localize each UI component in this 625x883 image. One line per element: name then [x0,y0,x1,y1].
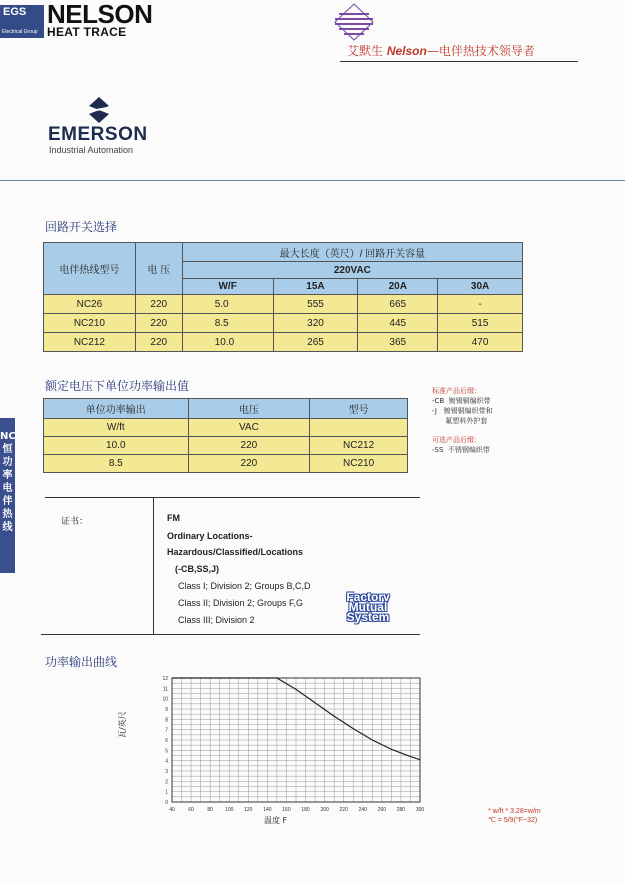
y-tick-label: 1 [165,789,168,796]
table-cell: 5.0 [182,295,273,314]
x-tick-label: 260 [377,807,387,813]
table-row [44,455,408,473]
breaker-subheader: 15A [273,279,358,295]
curve-notes [488,807,541,825]
emerson-emblem-icon [88,97,110,123]
table-cell: 665 [358,295,438,314]
nelson-emblem-icon [333,3,375,41]
table-header-row [44,399,408,419]
x-tick-label: 280 [396,807,406,813]
table-cell: 555 [273,295,358,314]
power-table [43,398,408,473]
x-tick-label: 120 [244,807,253,813]
curve-note-line: ℃ = 5/9(°F−32) [488,817,538,824]
x-tick-label: 160 [282,807,291,813]
table-cell: 8.5 [182,314,273,333]
slogan-prefix: 艾默生 [347,44,387,58]
power-curve-chart [155,672,430,822]
side-tab-char: 恒 [2,444,13,455]
table-row [44,295,523,314]
x-tick-label: 220 [339,807,348,813]
fm-logo-line: Mutual [348,600,388,614]
table-cell: VAC [188,419,310,437]
table-cell: NC210 [44,314,136,333]
x-tick-label: 300 [415,807,425,813]
curve-x-label: 温度 F [264,816,288,825]
standard-suffix-title: 标准产品后缀： [432,387,481,395]
curve-y-label: 瓦/英尺 [118,711,127,738]
table-cell: 265 [273,333,358,352]
standard-suffix-item: 氟塑料外护套 [432,417,488,425]
x-tick-label: 180 [301,807,310,813]
table-header-cell: 型号 [310,399,408,419]
x-tick-label: 100 [225,807,234,813]
power-section-title: 额定电压下单位功率输出值 [45,379,190,393]
side-tab-char: NC [0,431,16,442]
x-tick-label: 200 [320,807,329,813]
y-tick-label: 12 [162,676,168,682]
optional-suffix-title: 可选产品后缀： [432,436,481,444]
table-cell: NC212 [44,333,136,352]
y-tick-label: 6 [165,738,168,744]
cert-line: Class III; Division 2 [178,615,255,625]
header-divider [340,61,578,62]
side-tab-char: 功 [2,457,13,468]
side-tab-char: 热 [2,509,13,520]
fm-logo-line: System [346,610,390,624]
table-cell: 320 [273,314,358,333]
table-row [44,437,408,455]
y-tick-label: 0 [165,800,168,806]
y-tick-label: 2 [165,779,168,786]
table-cell: NC212 [310,437,408,455]
y-tick-label: 11 [162,686,168,693]
breaker-header-model: 电伴热线型号 [44,243,136,295]
y-tick-label: 4 [165,758,168,765]
cert-top-rule [45,497,420,498]
standard-suffix-item: -CB 镀锡铜编织带 [432,397,491,405]
curve-note-line: * w/ft * 3.28=w/m [488,808,541,815]
egs-logo [0,5,44,38]
table-cell: 220 [135,333,182,352]
table-cell: 220 [188,437,310,455]
table-header-cell: 电压 [188,399,310,419]
table-cell: 10.0 [44,437,189,455]
slogan-suffix: —电伴热技术领导者 [426,44,535,58]
side-tab-char: 电 [2,483,13,494]
x-tick-label: 40 [169,807,175,813]
cert-vertical-rule [153,498,154,634]
table-cell: 10.0 [182,333,273,352]
y-tick-label: 9 [165,707,168,713]
table-cell: 445 [358,314,438,333]
factory-mutual-logo [342,592,394,622]
side-tab-char: 伴 [2,496,13,507]
breaker-subheader: 20A [358,279,438,295]
x-tick-label: 140 [263,807,272,813]
egs-group-text: Electrical Group [2,29,38,35]
table-cell: 470 [438,333,523,352]
x-tick-label: 240 [358,807,367,813]
cert-line: (-CB,SS,J) [175,564,220,574]
y-tick-label: 8 [165,717,168,724]
curve-section-title: 功率输出曲线 [45,655,118,669]
emerson-division: Industrial Automation [49,145,134,155]
emerson-divider [0,180,625,181]
table-row [44,333,523,352]
breaker-header-voltage: 电 压 [135,243,182,295]
table-row [44,314,523,333]
header-slogan [347,42,535,59]
standard-suffix-item: -J 镀锡铜编织带和 [432,407,493,415]
table-cell: 515 [438,314,523,333]
breaker-subheader: 30A [438,279,523,295]
y-tick-label: 10 [162,696,168,703]
table-row [44,419,408,437]
table-cell [310,419,408,437]
fm-logo-line: Factory [346,590,390,604]
optional-suffix-item: -SS 不锈钢编织带 [432,446,490,454]
cert-line: Class I; Division 2; Groups B,C,D [178,581,311,591]
table-cell: 8.5 [44,455,189,473]
cert-line: Hazardous/Classified/Locations [167,547,304,557]
nelson-logo-text: NELSON [47,0,153,29]
table-cell: 220 [135,295,182,314]
table-cell: 365 [358,333,438,352]
x-tick-label: 60 [188,807,194,813]
slogan-brand: Nelson [386,44,427,58]
breaker-table [43,242,523,352]
table-cell: NC26 [44,295,136,314]
table-header-cell: 单位功率输出 [44,399,189,419]
breaker-subheader: W/F [182,279,273,295]
table-cell: W/ft [44,419,189,437]
breaker-header-220vac: 220VAC [182,262,522,279]
heat-trace-text: HEAT TRACE [47,25,127,39]
table-cell: NC210 [310,455,408,473]
y-tick-label: 5 [165,748,168,755]
side-tab-char: 线 [2,522,13,533]
side-tab [0,418,15,573]
y-tick-label: 7 [165,727,168,734]
suffix-notes [432,386,493,455]
y-tick-label: 3 [165,769,168,775]
side-tab-char: 率 [2,470,13,481]
table-cell: 220 [188,455,310,473]
table-cell: - [438,295,523,314]
table-cell: 220 [135,314,182,333]
cert-bottom-rule [41,634,420,635]
x-tick-label: 80 [207,807,213,813]
cert-label: 证书： [61,516,89,526]
cert-line: Ordinary Locations- [167,531,253,541]
cert-line: Class II; Division 2; Groups F,G [178,598,304,608]
emerson-logo-text: EMERSON [48,124,148,145]
breaker-section-title: 回路开关选择 [45,220,118,234]
cert-line: FM [167,513,180,523]
breaker-header-max-length: 最大长度（英尺）/ 回路开关容量 [182,243,522,262]
egs-text: EGS [3,6,27,18]
